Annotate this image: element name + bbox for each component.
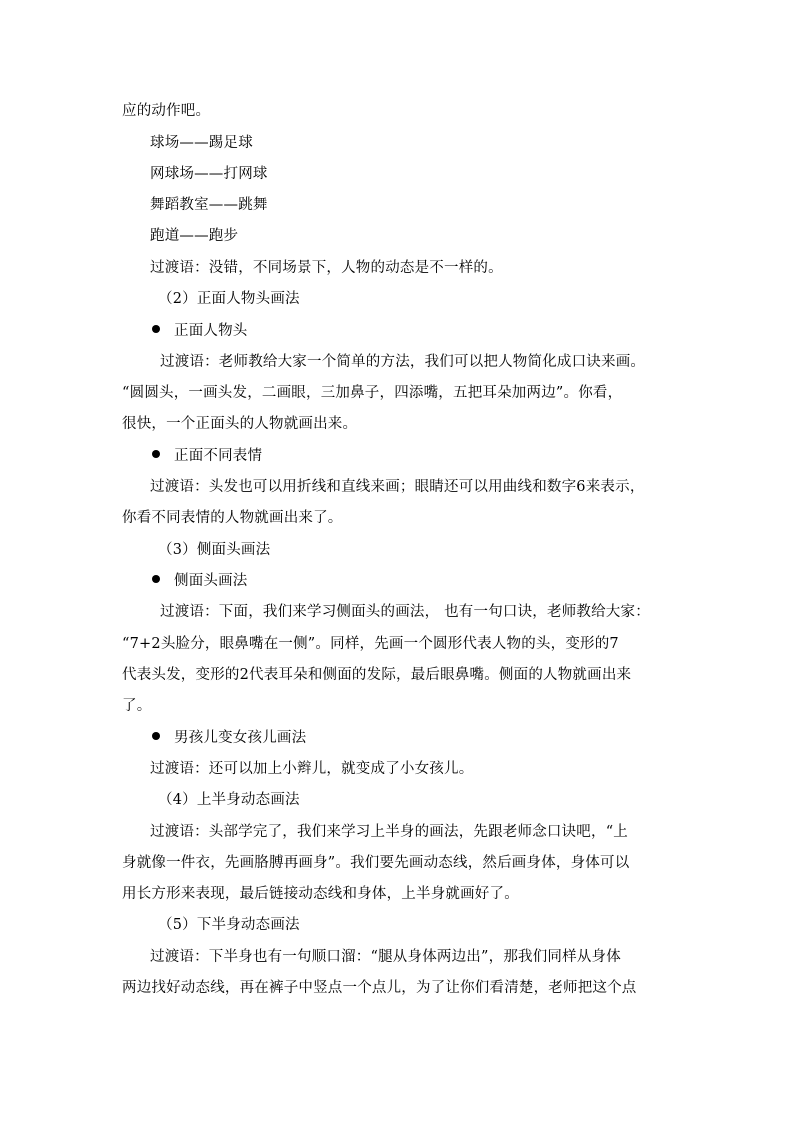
text-line: 过渡语：头发也可以用折线和直线来画；眼睛还可以用曲线和数字6来表示， — [150, 479, 645, 495]
section-heading: （5）下半身动态画法 — [158, 917, 300, 933]
text-line: 舞蹈教室——跳舞 — [150, 197, 268, 213]
text-line: 过渡语：头部学完了，我们来学习上半身的画法，先跟老师念口诀吧，“上 — [150, 824, 629, 840]
text-line: 用长方形来表现，最后链接动态线和身体，上半身就画好了。 — [122, 886, 519, 902]
text-line: “7+2头脸分，眼鼻嘴在一侧”。同样，先画一个圆形代表人物的头，变形的7 — [122, 636, 619, 652]
text-line: 跑道——跑步 — [150, 228, 239, 244]
bullet-label: 正面人物头 — [174, 323, 248, 339]
bullet-icon — [152, 575, 160, 583]
text-line: 过渡语：没错，不同场景下，人物的动态是不一样的。 — [150, 260, 503, 276]
text-line: 身就像一件衣，先画胳膊再画身”。我们要先画动态线，然后画身体，身体可以 — [122, 855, 630, 871]
section-heading: （4）上半身动态画法 — [158, 792, 300, 808]
text-line: 很快，一个正面头的人物就画出来。 — [122, 416, 358, 432]
bullet-label: 侧面头画法 — [174, 573, 248, 589]
text-line: 应的动作吧。 — [122, 103, 211, 119]
bullet-label: 男孩儿变女孩儿画法 — [174, 730, 307, 746]
bullet-item — [152, 728, 306, 748]
text-line: 过渡语：下面，我们来学习侧面头的画法， 也有一句口诀，老师教给大家： — [160, 604, 650, 620]
bullet-item — [152, 571, 248, 591]
text-line: 网球场——打网球 — [150, 166, 268, 182]
section-heading: （3）侧面头画法 — [158, 542, 271, 558]
text-line: 代表头发，变形的2代表耳朵和侧面的发际，最后眼鼻嘴。侧面的人物就画出来 — [122, 667, 632, 683]
text-line: 过渡语：老师教给大家一个简单的方法，我们可以把人物简化成口诀来画。 — [160, 354, 646, 370]
bullet-icon — [152, 325, 160, 333]
text-line: 过渡语：下半身也有一句顺口溜：“腿从身体两边出”，那我们同样从身体 — [150, 949, 621, 965]
text-line: 了。 — [122, 698, 152, 714]
bullet-item — [152, 446, 262, 466]
text-line: “圆圆头，一画头发，二画眼，三加鼻子，四添嘴，五把耳朵加两边”。你看， — [122, 385, 623, 401]
text-line: 两边找好动态线，再在裤子中竖点一个点儿，为了让你们看清楚，老师把这个点 — [122, 980, 637, 996]
bullet-icon — [152, 450, 160, 458]
text-line: 球场——踢足球 — [150, 135, 253, 151]
section-heading: （2）正面人物头画法 — [158, 291, 300, 307]
bullet-item — [152, 321, 248, 341]
bullet-icon — [152, 732, 160, 740]
bullet-label: 正面不同表情 — [174, 448, 263, 464]
text-line: 过渡语：还可以加上小辫儿，就变成了小女孩儿。 — [150, 761, 474, 777]
text-line: 你看不同表情的人物就画出来了。 — [122, 510, 343, 526]
